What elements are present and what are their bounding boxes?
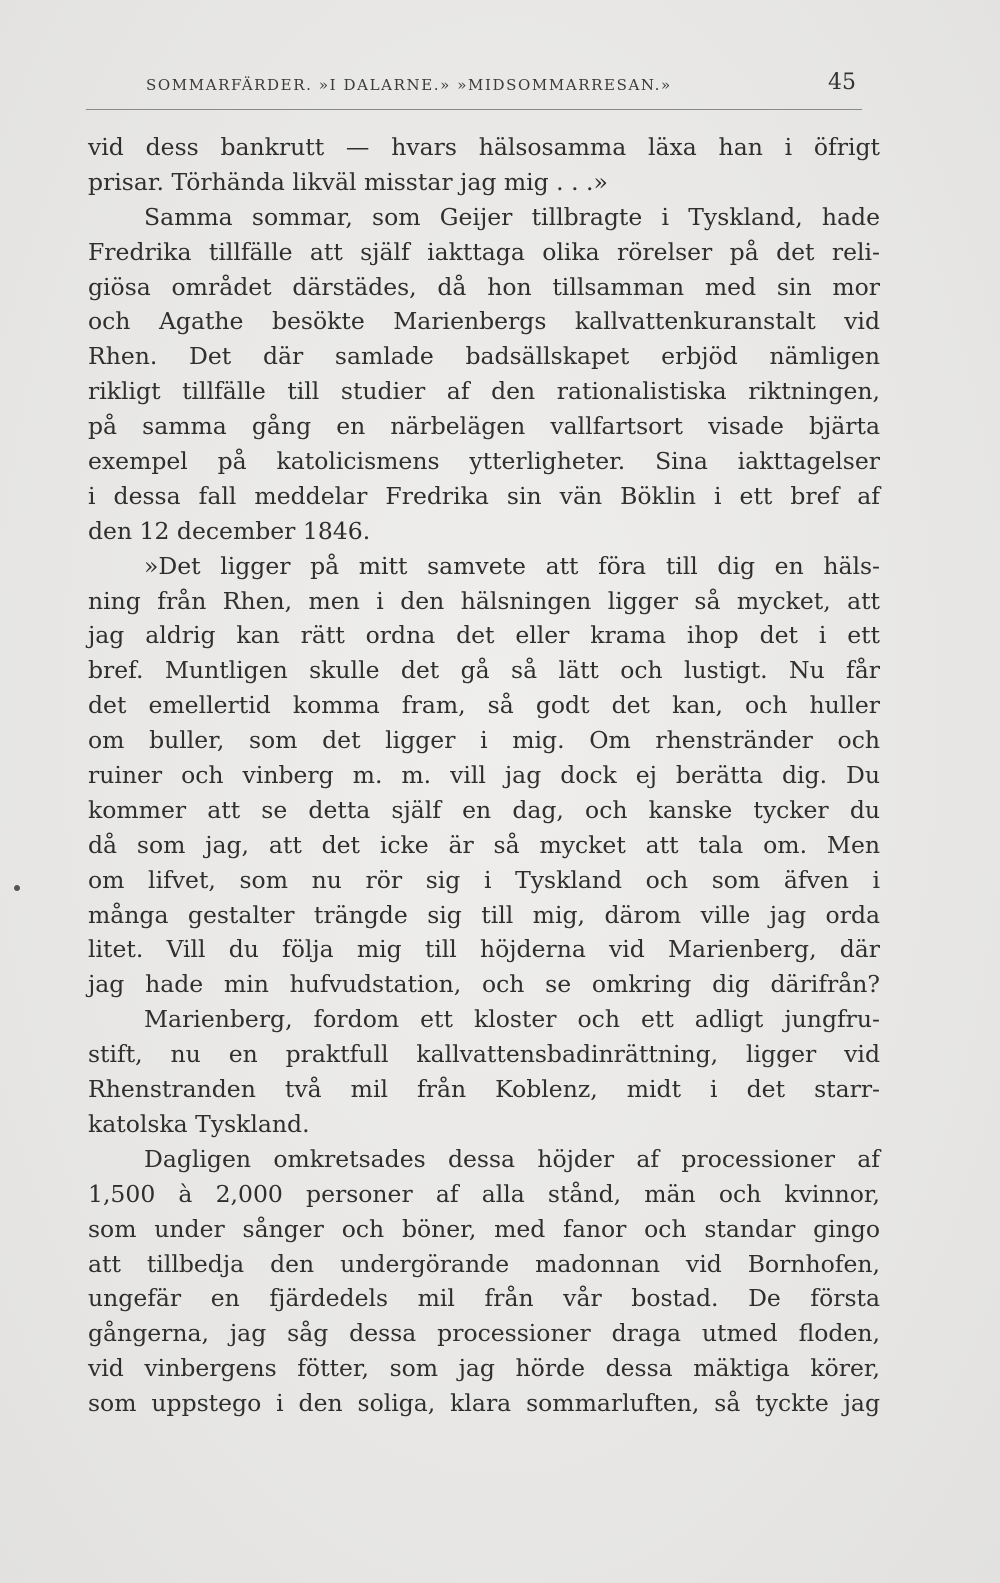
text-line: Marienberg, fordom ett kloster och ett adligt jungfru- <box>144 1005 880 1034</box>
margin-mark <box>14 885 20 891</box>
text-line: vid dess bankrutt — hvars hälsosamma läxa han i öfrigt <box>88 133 880 161</box>
text-line: många gestalter trängde sig till mig, därom ville jag orda <box>88 900 880 929</box>
text-line: »Det ligger på mitt samvete att föra till dig en häls- <box>144 551 880 580</box>
text-line: Rhenstranden två mil från Koblenz, midt i det starr- <box>88 1075 880 1104</box>
text-line: det emellertid komma fram, så godt det kan, och huller <box>88 691 880 720</box>
text-line: kommer att se detta själf en dag, och kanske tycker du <box>88 795 880 824</box>
text-line: om lifvet, som nu rör sig i Tyskland och som äfven i <box>88 865 880 894</box>
running-title: SOMMARFÄRDER. »I DALARNE.» »MIDSOMMARRESAN.» <box>146 76 672 94</box>
text-line: prisar. Törhända likväl misstar jag mig . . .» <box>88 167 608 196</box>
text-line: den 12 december 1846. <box>88 516 371 545</box>
text-line: ruiner och vinberg m. m. vill jag dock ej berätta dig. Du <box>88 761 880 790</box>
text-line: gångerna, jag såg dessa processioner draga utmed floden, <box>88 1319 880 1348</box>
text-line: att tillbedja den undergörande madonnan vid Bornhofen, <box>88 1249 880 1278</box>
text-line: ungefär en fjärdedels mil från vår bostad. De första <box>88 1284 880 1313</box>
text-line: exempel på katolicismens ytterligheter. Sina iakttagelser <box>88 447 880 476</box>
text-line: Rhen. Det där samlade badsällskapet erbjöd nämligen <box>88 342 880 371</box>
text-line: bref. Muntligen skulle det gå så lätt och lustigt. Nu får <box>88 656 880 685</box>
text-line: som uppstego i den soliga, klara sommarluften, så tyckte jag <box>88 1389 880 1418</box>
text-line: Samma sommar, som Geijer tillbragte i Tyskland, hade <box>144 202 880 231</box>
text-line: rikligt tillfälle till studier af den rationalistiska riktningen, <box>88 377 880 406</box>
text-line: på samma gång en närbelägen vallfartsort visade bjärta <box>88 412 880 441</box>
text-line: jag aldrig kan rätt ordna det eller krama ihop det i ett <box>88 621 880 650</box>
text-line: ning från Rhen, men i den hälsningen ligger så mycket, att <box>88 586 880 615</box>
page-number: 45 <box>828 70 856 95</box>
text-line: katolska Tyskland. <box>88 1109 310 1138</box>
body-text <box>88 130 880 1421</box>
header-rule <box>86 109 862 110</box>
text-line: Dagligen omkretsades dessa höjder af processioner af <box>144 1144 880 1173</box>
text-line: litet. Vill du följa mig till höjderna vid Marienberg, där <box>88 935 880 964</box>
text-line: jag hade min hufvudstation, och se omkring dig därifrån? <box>88 970 880 999</box>
text-line: då som jag, att det icke är så mycket att tala om. Men <box>88 830 880 859</box>
running-head <box>146 70 856 100</box>
text-line: om buller, som det ligger i mig. Om rhenstränder och <box>88 726 880 755</box>
text-line: vid vinbergens fötter, som jag hörde dessa mäktiga körer, <box>88 1354 880 1383</box>
text-line: giösa området därstädes, då hon tillsamman med sin mor <box>88 272 880 301</box>
text-line: som under sånger och böner, med fanor och standar gingo <box>88 1214 880 1243</box>
text-line: Fredrika tillfälle att själf iakttaga olika rörelser på det reli- <box>88 237 880 266</box>
text-line: och Agathe besökte Marienbergs kallvattenkuranstalt vid <box>88 307 880 336</box>
text-line: stift, nu en praktfull kallvattensbadinrättning, ligger vid <box>88 1040 880 1069</box>
text-line: i dessa fall meddelar Fredrika sin vän Böklin i ett bref af <box>88 481 880 510</box>
text-line: 1,500 à 2,000 personer af alla stånd, män och kvinnor, <box>88 1179 880 1208</box>
